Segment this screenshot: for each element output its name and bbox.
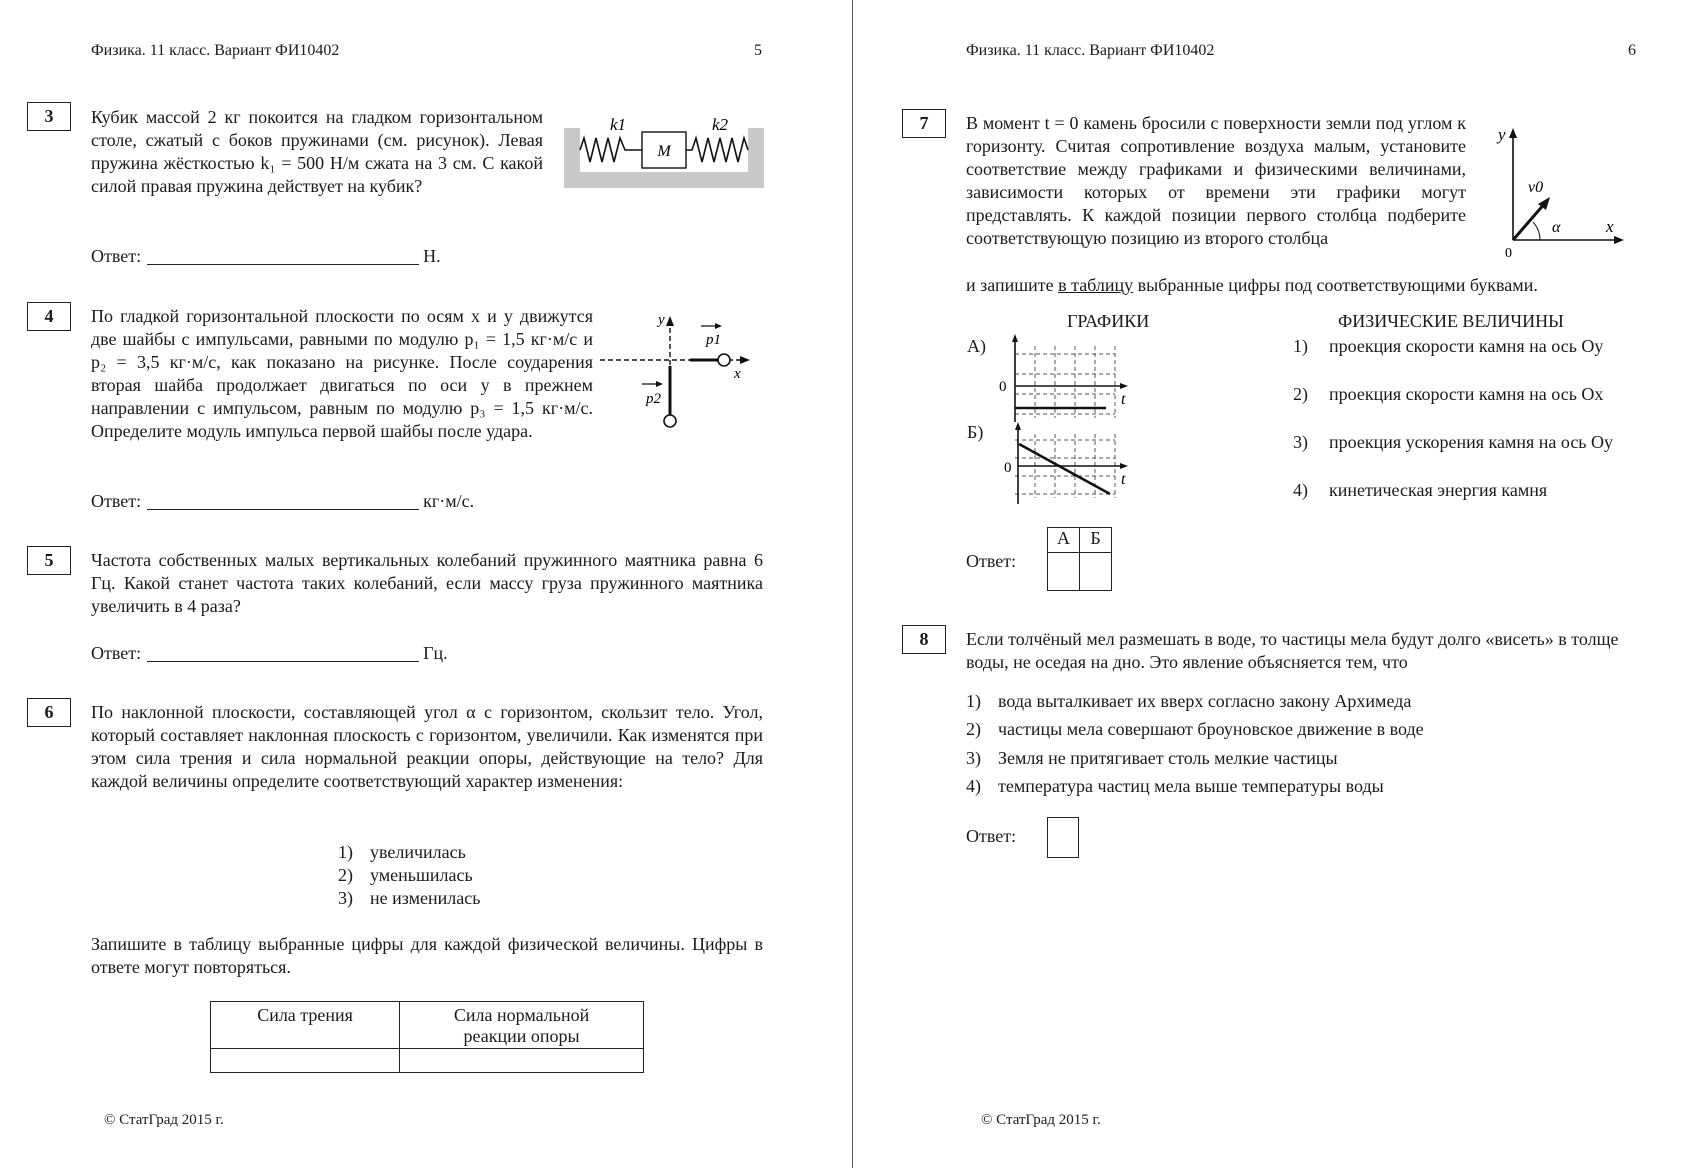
q4-answer-label: Ответ: <box>91 491 142 511</box>
q6-instruction: Запишите в таблицу выбранные цифры для каждой физической величины. Цифры в ответе могут повторяться. <box>91 934 763 977</box>
q6-option-2 <box>338 864 473 887</box>
q3-number: 3 <box>27 102 71 131</box>
q7-graph-a-t-label: t <box>1121 391 1126 408</box>
q7-x-arrow <box>1614 236 1624 244</box>
q4-y-label: y <box>658 312 665 328</box>
q8-option-4-number: 4) <box>966 776 981 796</box>
q6-header-normal: Сила нормальной реакции опоры <box>400 1002 644 1049</box>
q6-option-2-number: 2) <box>338 865 353 885</box>
q7-quantity-2 <box>1293 383 1627 406</box>
q4-puck1 <box>718 354 730 366</box>
q6-option-2-label: уменьшилась <box>370 865 473 885</box>
right-header: Физика. 11 класс. Вариант ФИ10402 <box>966 42 1215 59</box>
q5-text: Частота собственных малых вертикальных колебаний пружинного маятника равна 6 Гц. Какой станет частота таких колебаний, если массу груза пружинного маятника увеличить в 4 раза? <box>91 550 763 616</box>
q4-number: 4 <box>27 302 71 331</box>
q7-quantities-header: ФИЗИЧЕСКИЕ ВЕЛИЧИНЫ <box>1338 311 1564 331</box>
q7-figure <box>1488 118 1628 268</box>
q6-header-friction: Сила трения <box>211 1002 400 1049</box>
q7-graph-b-t-label: t <box>1121 471 1126 488</box>
q7-answer-col-a: А <box>1048 528 1080 553</box>
q7-answer-col-b: Б <box>1080 528 1112 553</box>
q4-figure <box>598 310 758 435</box>
q5-answer <box>91 643 448 664</box>
q7-text-tail-link: в таблицу <box>1058 275 1134 295</box>
q7-quantity-4-number: 4) <box>1293 480 1308 500</box>
q3-answer-label: Ответ: <box>91 246 142 266</box>
q5-answer-label: Ответ: <box>91 643 142 663</box>
q5-answer-line[interactable] <box>147 643 419 662</box>
q7-graph-b-line <box>1019 444 1110 494</box>
q6-option-1-label: увеличилась <box>370 842 466 862</box>
q3-mass-label: M <box>657 143 671 160</box>
q7-quantity-3 <box>1293 431 1627 454</box>
q8-option-1-number: 1) <box>966 691 981 711</box>
q6-text: По наклонной плоскости, составляющей угол α с горизонтом, скользит тело. Угол, который составляет наклонная плоскость с горизонтом, увеличили. Как изменятся при этом сила трения и сила нормальной реакции опоры, действующие на тело? Для каждой величины определите соответствующий характер изменения: <box>91 702 763 791</box>
q7-v0-label: v0 <box>1528 179 1544 196</box>
q6-answer-table <box>210 1001 644 1073</box>
q6-number: 6 <box>27 698 71 727</box>
q4-answer-line[interactable] <box>147 491 419 510</box>
q7-text-tail <box>966 274 1656 297</box>
q7-origin-label: 0 <box>1505 246 1512 261</box>
q4-text: По гладкой горизонтальной плоскости по осям x и y движутся две шайбы с импульсами, равными по модулю p₁ = 1,5 кг·м/с и p₂ = 3,5 кг·м/с, как показано на рисунке. После соударения вторая шайба продолжает двигаться по оси y в прежнем направлении с импульсом, равным по модулю p₃ = 1,5 кг·м/с. Определите модуль импульса первой шайбы после удара. <box>91 306 593 441</box>
q7-quantity-2-label: проекция скорости камня на ось Ox <box>1329 384 1604 404</box>
q8-option-2 <box>966 718 1424 741</box>
q7-text-tail-post: выбранные цифры под соответствующими буквами. <box>1133 275 1538 295</box>
q6-option-1 <box>338 841 466 864</box>
q7-quantity-1-label: проекция скорости камня на ось Oy <box>1329 336 1604 356</box>
page-divider <box>852 0 853 1168</box>
q7-graph-b-zero: 0 <box>1004 460 1012 476</box>
q8-option-1 <box>966 690 1411 713</box>
q7-alpha-arc <box>1533 222 1540 240</box>
q3-k1-label: k1 <box>610 115 627 134</box>
q8-text: Если толчёный мел размешать в воде, то частицы мела будут долго «висеть» в толще воды, не оседая на дно. Это явление объясняется тем, что <box>966 629 1619 672</box>
q3-figure <box>564 112 764 190</box>
left-footer: © СтатГрад 2015 г. <box>104 1112 224 1128</box>
q7-quantity-4 <box>1293 479 1627 502</box>
q8-number: 8 <box>902 625 946 654</box>
q8-option-4 <box>966 775 1384 798</box>
q4-x-arrow <box>740 356 750 364</box>
q3-answer-unit: Н. <box>423 246 441 266</box>
q7-graph-b <box>995 420 1135 506</box>
q6-cell-friction[interactable] <box>211 1049 400 1073</box>
q3-k2-label: k2 <box>712 115 729 134</box>
q4-puck2 <box>664 415 676 427</box>
q7-answer-label: Ответ: <box>966 551 1017 571</box>
q5-number: 5 <box>27 546 71 575</box>
q8-option-2-number: 2) <box>966 719 981 739</box>
q7-graph-b-label: Б) <box>967 422 984 442</box>
q8-answer-label: Ответ: <box>966 826 1017 846</box>
right-page-number: 6 <box>1628 42 1636 59</box>
q8-option-2-label: частицы мела совершают броуновское движение в воде <box>998 719 1424 739</box>
right-footer: © СтатГрад 2015 г. <box>981 1112 1101 1128</box>
q7-quantity-1 <box>1293 335 1627 358</box>
q4-x-label: x <box>734 366 741 382</box>
q7-text-tail-pre: и запишите <box>966 275 1059 295</box>
q7-text: В момент t = 0 камень бросили с поверхности земли под углом к горизонту. Считая сопротивление воздуха малым, установите соответствие между графиками и физическими величинами, зависимости которых от времени эти графики могут представлять. К каждой позиции первого столбца подберите соответствующую позицию из второго столбца <box>966 113 1466 248</box>
q7-quantity-3-label: проекция ускорения камня на ось Oy <box>1329 432 1614 452</box>
q8-option-4-label: температура частиц мела выше температуры воды <box>998 776 1384 796</box>
q6-option-3-number: 3) <box>338 888 353 908</box>
q7-graph-a-t-arrow <box>1120 383 1128 389</box>
q4-answer <box>91 491 474 512</box>
q7-quantity-4-label: кинетическая энергия камня <box>1329 480 1548 500</box>
q7-quantity-3-number: 3) <box>1293 432 1308 452</box>
q4-answer-unit: кг·м/с. <box>423 491 475 511</box>
q8-option-3-number: 3) <box>966 748 981 768</box>
q7-answer-cell-b[interactable] <box>1080 553 1112 591</box>
q4-p1-vector-head <box>715 323 722 329</box>
q8-answer-box[interactable] <box>1047 817 1079 858</box>
q6-cell-normal[interactable] <box>400 1049 644 1073</box>
q7-quantity-1-number: 1) <box>1293 336 1308 356</box>
q8-option-3-label: Земля не притягивает столь мелкие частицы <box>998 748 1338 768</box>
q3-answer-line[interactable] <box>147 246 419 265</box>
q7-graph-a-zero: 0 <box>999 379 1007 395</box>
q4-y-arrow <box>666 316 674 326</box>
q7-answer-table <box>1047 527 1112 591</box>
q8-option-1-label: вода выталкивает их вверх согласно закону Архимеда <box>998 691 1412 711</box>
q7-v0-vector <box>1513 202 1546 240</box>
q7-quantity-2-number: 2) <box>1293 384 1308 404</box>
q7-graph-b-y-arrow <box>1015 422 1021 430</box>
q7-y-arrow <box>1509 128 1517 138</box>
q7-graph-a-y-arrow <box>1012 334 1018 342</box>
left-page-number: 5 <box>754 42 762 59</box>
q3-answer <box>91 246 441 267</box>
q5-answer-unit: Гц. <box>423 643 448 663</box>
q6-option-3 <box>338 887 480 910</box>
q4-p2-label: p2 <box>646 391 661 407</box>
q8-option-3 <box>966 747 1338 770</box>
q7-x-label: x <box>1606 217 1614 236</box>
q7-graphs-header: ГРАФИКИ <box>1067 311 1150 331</box>
left-header: Физика. 11 класс. Вариант ФИ10402 <box>91 42 340 59</box>
q4-p1-label: p1 <box>706 332 721 348</box>
q7-graph-a-label: А) <box>967 336 986 356</box>
q7-graph-a <box>995 332 1135 424</box>
q7-alpha-label: α <box>1552 219 1561 236</box>
q7-y-label: y <box>1498 125 1506 144</box>
q6-option-3-label: не изменилась <box>370 888 481 908</box>
q3-text: Кубик массой 2 кг покоится на гладком горизонтальном столе, сжатый с боков пружинами (см. рисунок). Левая пружина жёсткостью k₁ = 500 Н/м сжата на 3 см. С какой силой правая пружина действует на кубик? <box>91 107 543 196</box>
q7-answer-cell-a[interactable] <box>1048 553 1080 591</box>
q7-graph-b-t-arrow <box>1120 463 1128 469</box>
q7-number: 7 <box>902 109 946 138</box>
q4-p2-vector-head <box>656 381 663 387</box>
q6-option-1-number: 1) <box>338 842 353 862</box>
